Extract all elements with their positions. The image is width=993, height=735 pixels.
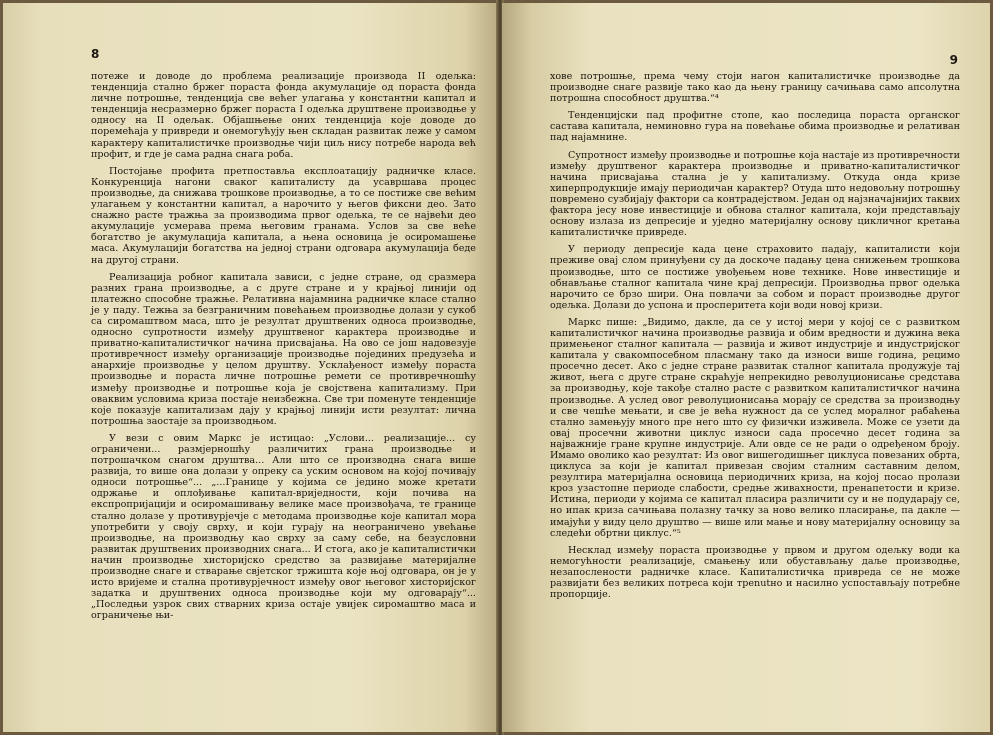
left-page [3,3,498,732]
paragraph: У периоду депресије када цене страховито падају, капиталисти који преживе овај слом принуђени су да доскоче падању цена снижењем трошкова производње, што се постиже увођењем нове технике. Нове инвестиције и обнављање сталног капитала чине крај депресији. Производња првог одељка нарочито се брзо шири. Она повлачи за собом и пораст производње другог одељка. Долази до успона и просперитета који води новој кризи. [550,244,960,311]
paragraph: Тенденцијски пад профитне стопе, као последица пораста органског састава капитала, неминовно гура на повећање обима производње и релативан пад најамнине. [550,110,960,144]
paragraph: хове потрошње, према чему стоји нагон капиталистичке производње да производне снаге развије тако као да њену границу сачињава само апсолутна потрошна способност друштва.“⁴ [550,71,960,105]
page-number: 9 [949,53,958,67]
page-text [91,71,476,622]
paragraph: Реализација робног капитала зависи, с једне стране, од сразмера разних грана производње, а с друге стране и у крајњој линији од платежно способне тражње. Релативна најамнина радничке класе стално је у паду. Тежња за безграничним повећањем производње долази у сукоб са сиромаштвом маса, што је резултат друштвених односа производње, односно супротности између друштвеног карактера производње и приватно-капиталистичког начина присвајања. На ово се још надовезује противречност између организације производње појединих предузећа и анархије производње у целом друштву. Усклађеност између пораста производње и пораста личне потрошње ремети се противречношћу између производње и потрошње која је својствена капитализму. При оваквим условима криза постаје неизбежна. Све три поменуте тенденције које показује капитализам дају у крајњој линији исти резултат: лична потрошња заостаје за производњом. [91,271,476,427]
page-number: 8 [91,47,100,61]
paragraph: Супротност између производње и потрошње која настаје из противречности између друштвеног карактера производње и приватно-капиталистичког начина присвајања стална је у капитализму. Откуда онда кризе хиперпродукције имају периодичан карактер? Отуда што недовољну потрошњу повремено сузбијају фактори са контрадејством. Један од најзначајнијих таквих фактора јесу нове инвестиције и обнова сталног капитала, који представљају основу излаза из депресије и уједно материјалну основу цикличног кретања капиталистичке привреде. [550,149,960,239]
paragraph: Маркс пише: „Видимо, дакле, да се у истој мери у којој се с развитком капиталистичког начина производње развија и обим вредности и дужина века примењеног сталног капитала — развија и живот индустрије и индустријског капитала у свакомпосебном пласману тако да износи више година, рецимо просечно десет. Ако с једне стране развитак сталног капитала продужује тај живот, њега с друге стране скраћује непрекидно револуционисање средстава за производњу, које такође стално расте с развитком капиталистичког начина производње. А услед овог револуционисања морају се средства за производњу и све чешће мењати, и све је већа нужност да се услед моралног рабаћења стално замењују много пре него што су физички изживела. Може се узети да овај просечни животни циклус износи сада просечно десет година за најважније гране крупне индустрије. Али овде се не ради о одређеном броју. Имамо оволико као резултат: Из овог вишегодишњег циклуса повезаних обрта, циклуса за који је капитал привезан својим сталним саставним делом, резултира материјална основица периодичних криза, на којој посао пролази кроз узастопне периоде слабости, средње живахности, пренапетости и кризе. Истина, периоди у којима се капитал пласира различити су и не подударају се, но ипак криза сачињава полазну тачку за ново велико пласирање, па дакле — имајући у виду цело друштво — више или мање и нову материјалну основицу за следећи обртни циклус.“⁵ [550,316,960,539]
right-page [502,3,990,732]
paragraph: потеже и доводе до проблема реализације производа II одељка: тенденција стално бржег пораста фонда акумулације од пораста фонда личне потрошње, тенденција све већег улагања у константни капитал и тенденција несразмерно бржег пораста I одељка друштвене производње у односу на II одељак. Објашњење оних тенденција које доводе до поремећаја у привреди и онемогућују њен складан развитак леже у самом карактеру капиталистичке производње чији циљ нису потребе народа већ профит, и где је сама радна снага роба. [91,71,476,160]
page-text [550,71,960,600]
paragraph: У вези с овим Маркс је истицао: „Услови... реализације... су ограничени... размјерношћу различитих грана производње и потрошачком снагом друштва... Али што се производна снага више развија, то више она долази у опреку са уским основом на којој почивају односи потрошње“... „...Границе у којима се једино може кретати одржање и оплођивање капитал-вриједности, који почива на експропријацији и осиромашивању велике масе произвођача, те границе стално долазе у противурјечје с методама производње које капитал мора употребити у своју сврху, и који гурају на неограничено увећање производње, на производњу као сврху за саму себе, на безусловни развитак друштвених производних снага... И стога, ако је капиталистички начин производње хисторијско средство за развијање материјалне производне снаге и стварање свјетског тржишта које њој одговара, он је у исто вријеме и стална противурјечност између овог његовог хисторијског задатка и друштвених односа производње који му одговарају“... „Последњи узрок свих стварних криза остаје увијек сиромаштво маса и ограничење њи- [91,432,476,622]
paragraph: Постојање профита претпоставља експлоатацију радничке класе. Конкуренција нагони сваког капиталисту да усавршава процес производње, да снижава трошкове производње, а то се постиже све већим улагањем у константни капитал, а нарочито у његов фиксни део. Зато снажно расте тражња за производима првог одељка, те се највећи део акумулације усмерава према његовим гранама. Услов за све веће богатство је акумулација капитала, а њена основица је осиромашење маса. Акумулацији богатства на једној страни одговара акумулација беде на другој страни. [91,165,476,266]
paragraph: Несклад између пораста производње у првом и другом одељку води ка немогућности реализације, смањењу или обустављању даље производње, незапослености радничке класе. Капиталистичка привреда се не може развијати без великих потреса који трenutно и насилно успостављају потребне пропорције. [550,544,960,601]
